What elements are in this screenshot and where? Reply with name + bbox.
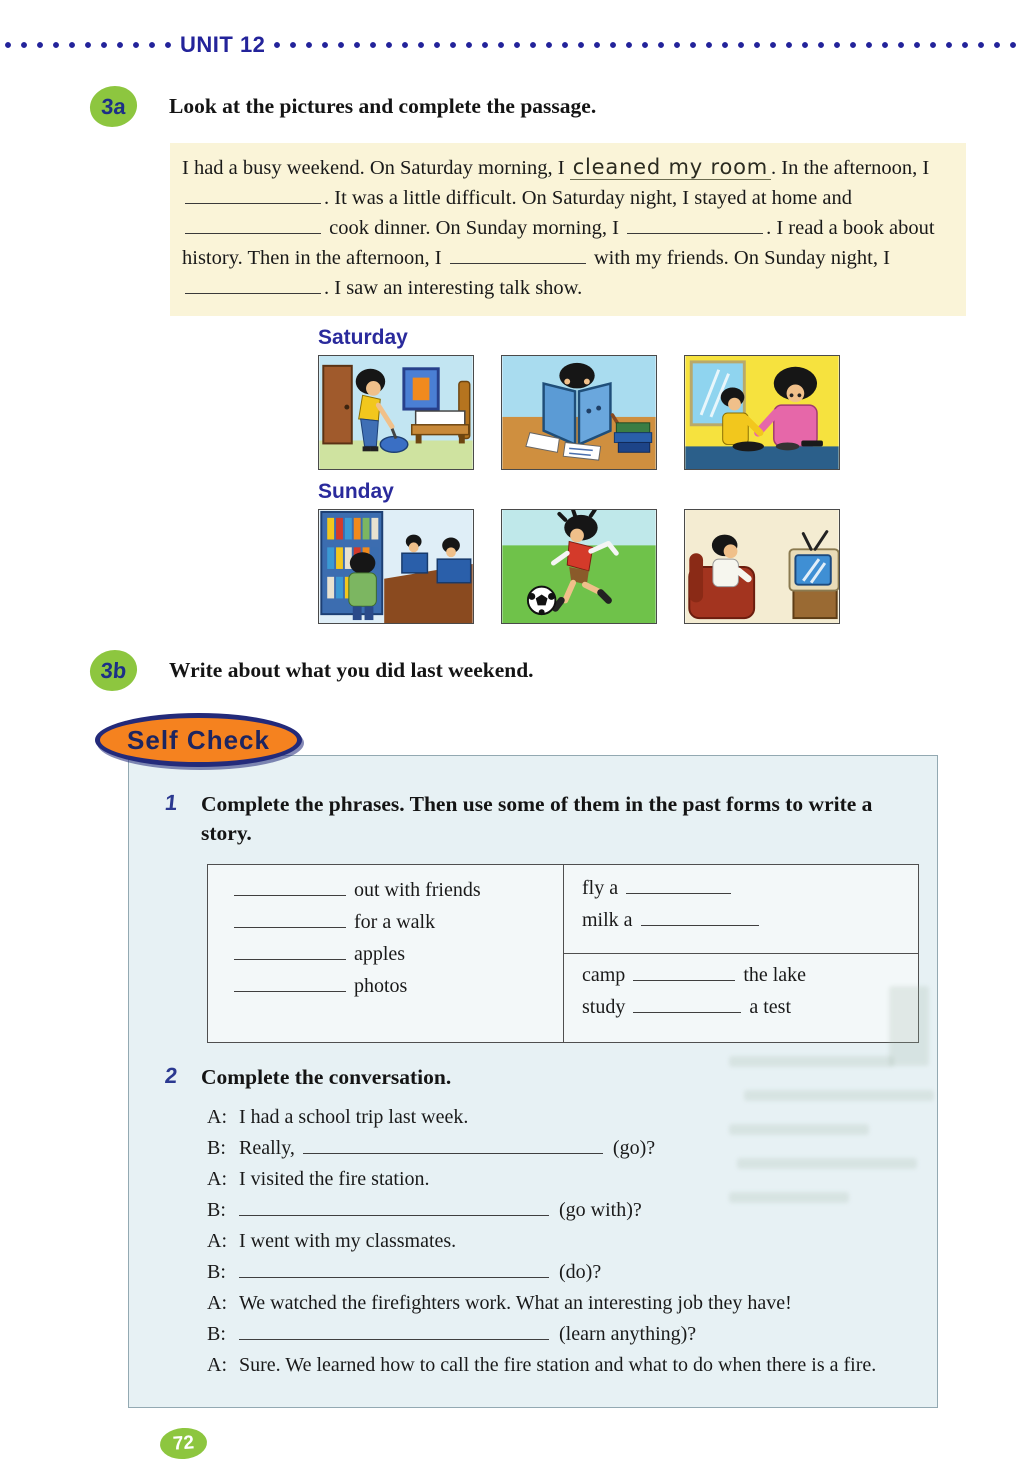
conversation-line bbox=[207, 1323, 923, 1354]
passage-segment: with my friends. On Sunday night, I bbox=[588, 247, 890, 269]
task1-header bbox=[165, 790, 913, 848]
speaker-label: A: bbox=[207, 1230, 227, 1252]
phrase-text: fly a bbox=[582, 877, 619, 899]
passage-segment: . I read a book about history. Then in the afternoon, I bbox=[182, 217, 935, 269]
phrase-row bbox=[234, 943, 563, 975]
phrase-table-right-bottom-cell bbox=[564, 954, 918, 1042]
studying-illustration bbox=[502, 356, 656, 469]
phrase-text: apples bbox=[354, 943, 406, 965]
phrase-text: milk a bbox=[582, 909, 633, 931]
task2-instruction: Complete the conversation. bbox=[201, 1065, 452, 1089]
unit-header bbox=[0, 32, 1024, 57]
phrase-blank-study[interactable] bbox=[633, 1001, 741, 1013]
speaker-label: B: bbox=[207, 1199, 226, 1221]
speaker-label: A: bbox=[207, 1292, 227, 1314]
passage-blank-3[interactable] bbox=[627, 221, 763, 234]
saturday-pictures-row bbox=[318, 355, 840, 470]
passage-segment: . I saw an interesting talk show. bbox=[324, 277, 583, 299]
conversation-line bbox=[207, 1354, 923, 1385]
conversation bbox=[207, 1106, 923, 1385]
conversation-text: I visited the fire station. bbox=[239, 1168, 430, 1190]
sunday-picture-soccer bbox=[501, 509, 657, 624]
sunday-picture-watching-tv bbox=[684, 509, 840, 624]
saturday-picture-cleaning-room bbox=[318, 355, 474, 470]
phrase-row bbox=[234, 975, 563, 1007]
speaker-label: B: bbox=[207, 1323, 226, 1345]
task1-number: 1 bbox=[163, 790, 179, 815]
task2-header bbox=[165, 1063, 913, 1092]
passage-blank-4[interactable] bbox=[450, 251, 586, 264]
conversation-line bbox=[207, 1137, 923, 1168]
passage-blank-5[interactable] bbox=[185, 281, 321, 294]
phrase-table bbox=[207, 864, 919, 1043]
phrase-text: out with friends bbox=[354, 879, 481, 901]
watching-tv-illustration bbox=[685, 510, 839, 623]
sunday-label: Sunday bbox=[318, 480, 394, 503]
pictures-section bbox=[318, 326, 840, 624]
phrase-text: the lake bbox=[743, 964, 807, 986]
conversation-text: Sure. We learned how to call the fire station and what to do when there is a fire. bbox=[239, 1354, 877, 1376]
conversation-line bbox=[207, 1230, 923, 1261]
passage-text bbox=[182, 152, 952, 303]
soccer-illustration bbox=[502, 510, 656, 623]
library-illustration bbox=[319, 510, 473, 623]
page-number-badge bbox=[159, 1426, 208, 1460]
conversation-hint: (learn anything)? bbox=[559, 1323, 697, 1345]
passage-filled-answer: cleaned my room bbox=[570, 155, 771, 180]
task2-number: 2 bbox=[163, 1063, 179, 1088]
dotted-rule-right bbox=[269, 41, 1024, 49]
conversation-blank-go[interactable] bbox=[303, 1142, 603, 1154]
conversation-hint: (go)? bbox=[612, 1137, 656, 1159]
passage-segment: . It was a little difficult. On Saturday night, I stayed at home and bbox=[324, 187, 852, 209]
phrase-row bbox=[582, 996, 918, 1028]
speaker-label: A: bbox=[207, 1354, 227, 1376]
cleaning-room-illustration bbox=[319, 356, 473, 469]
self-check-box bbox=[128, 755, 938, 1408]
phrase-table-left-column bbox=[208, 865, 564, 1042]
conversation-hint: (go with)? bbox=[559, 1199, 642, 1221]
phrase-text: for a walk bbox=[354, 911, 436, 933]
section-3a-header bbox=[90, 86, 1024, 127]
conversation-blank-go-with[interactable] bbox=[239, 1204, 549, 1216]
speaker-label: A: bbox=[207, 1106, 227, 1128]
phrase-blank-for-a-walk[interactable] bbox=[234, 916, 346, 928]
conversation-line bbox=[207, 1106, 923, 1137]
self-check-badge bbox=[95, 713, 302, 767]
conversation-text: We watched the firefighters work. What an interesting job they have! bbox=[239, 1292, 792, 1314]
task1-instruction: Complete the phrases. Then use some of them in the past forms to write a story. bbox=[201, 792, 873, 845]
passage-box bbox=[170, 143, 966, 316]
phrase-blank-photos[interactable] bbox=[234, 980, 346, 992]
passage-segment: . In the afternoon, I bbox=[771, 157, 930, 179]
phrase-table-right-top-cell bbox=[564, 865, 918, 954]
phrase-row bbox=[582, 909, 918, 941]
phrase-row bbox=[582, 877, 918, 909]
speaker-label: B: bbox=[207, 1137, 226, 1159]
phrase-blank-camp[interactable] bbox=[633, 969, 735, 981]
passage-segment: I had a busy weekend. On Saturday morning, I bbox=[182, 157, 570, 179]
speaker-label: B: bbox=[207, 1261, 226, 1283]
speaker-label: A: bbox=[207, 1168, 227, 1190]
phrase-blank-fly-a[interactable] bbox=[626, 882, 731, 894]
conversation-line bbox=[207, 1168, 923, 1199]
badge-3b: 3b bbox=[89, 650, 139, 691]
page-number: 72 bbox=[172, 1431, 195, 1455]
sunday-pictures-row bbox=[318, 509, 840, 624]
sunday-picture-library bbox=[318, 509, 474, 624]
conversation-text: I went with my classmates. bbox=[239, 1230, 457, 1252]
phrase-row bbox=[582, 964, 918, 996]
phrase-blank-out-with-friends[interactable] bbox=[234, 884, 346, 896]
conversation-blank-do[interactable] bbox=[239, 1266, 549, 1278]
unit-title: UNIT 12 bbox=[180, 32, 266, 57]
conversation-line bbox=[207, 1199, 923, 1230]
conversation-line bbox=[207, 1292, 923, 1323]
saturday-label: Saturday bbox=[318, 326, 408, 349]
phrase-text: photos bbox=[354, 975, 408, 997]
passage-blank-2[interactable] bbox=[185, 221, 321, 234]
phrase-row bbox=[234, 911, 563, 943]
conversation-hint: (do)? bbox=[559, 1261, 602, 1283]
phrase-blank-milk-a[interactable] bbox=[641, 914, 759, 926]
conversation-text: I had a school trip last week. bbox=[239, 1106, 469, 1128]
passage-segment: cook dinner. On Sunday morning, I bbox=[324, 217, 625, 239]
section-3b-instruction: Write about what you did last weekend. bbox=[169, 658, 534, 682]
saturday-picture-cooking bbox=[684, 355, 840, 470]
conversation-blank-learn-anything[interactable] bbox=[239, 1328, 549, 1340]
section-3b-header bbox=[90, 650, 1024, 691]
self-check-title: Self Check bbox=[127, 724, 270, 755]
phrase-text: a test bbox=[749, 996, 791, 1018]
phrase-blank-apples[interactable] bbox=[234, 948, 346, 960]
phrase-row bbox=[234, 879, 563, 911]
conversation-text: Really, bbox=[239, 1137, 295, 1159]
phrase-text: study bbox=[582, 996, 626, 1018]
dotted-rule-left bbox=[0, 41, 176, 49]
phrase-text: camp bbox=[582, 964, 626, 986]
section-3a-instruction: Look at the pictures and complete the passage. bbox=[169, 94, 597, 118]
conversation-line bbox=[207, 1261, 923, 1292]
saturday-picture-studying bbox=[501, 355, 657, 470]
passage-blank-1[interactable] bbox=[185, 191, 321, 204]
phrase-table-right-column bbox=[564, 865, 918, 1042]
cooking-illustration bbox=[685, 356, 839, 469]
badge-3a: 3a bbox=[89, 86, 139, 127]
